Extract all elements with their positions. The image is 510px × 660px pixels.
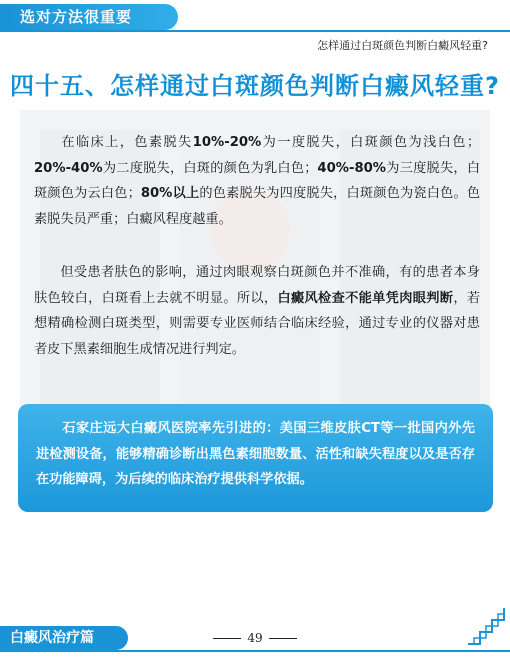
footer-rule	[0, 650, 510, 652]
footer-section-tab: 白癜风治疗篇	[0, 626, 128, 650]
p1-text-5: 的色素脱失为四度脱失，白斑颜色为瓷白色。色素脱失员严重；白癜风程度越重。	[34, 186, 481, 227]
p2-text-2: ，若想精确检测白斑类型，则需要专业医师结合临床经验，通过专业的仪器对患者皮下黑素细胞生成情况进行判定。	[34, 290, 481, 357]
page-number	[0, 631, 510, 645]
p1-bold-1: 10%-20%	[192, 135, 262, 150]
paragraph-severity	[34, 130, 480, 232]
p1-text-3: 为二度脱失，白斑的颜色为乳白色；	[102, 160, 318, 176]
hospital-info-box	[18, 404, 493, 512]
page-number-value: 49	[247, 631, 263, 645]
header-rule-left	[0, 30, 178, 32]
p1-bold-3: 40%-80%	[317, 160, 387, 176]
p2-text-1: 但受患者肤色的影响，通过肉眼观察白斑颜色并不准确，有的患者本身肤色较白，白斑看上去就不明显。所以，	[34, 265, 480, 306]
p2-bold-1: 白癜风检查不能单凭肉眼判断	[277, 290, 454, 306]
section-tab: 选对方法很重要	[0, 4, 178, 30]
p1-text-4: 为三度脱失，白斑颜色为云白色；	[34, 160, 481, 201]
p1-bold-2: 20%-40%	[34, 160, 103, 176]
paragraph-diagnosis	[34, 260, 480, 362]
p1-text-1: 在临床上，色素脱失	[60, 135, 193, 150]
header-rule	[170, 30, 510, 32]
p1-text-2: 为一度脱失，白斑颜色为浅白色；	[261, 135, 481, 150]
p1-bold-4: 80%以上	[140, 186, 200, 201]
info-box-text: 石家庄远大白癜风医院率先引进的：美国三维皮肤CT等一批国内外先进检测设备，能够精确诊断出黑色素细胞数量、活性和缺失程度以及是否存在功能障碍，为后续的临床治疗提供科学依据。	[36, 421, 475, 487]
running-header: 怎样通过白斑颜色判断白癜风轻重?	[317, 39, 488, 52]
page-title: 四十五、怎样通过白斑颜色判断白癜风轻重?	[10, 72, 500, 100]
